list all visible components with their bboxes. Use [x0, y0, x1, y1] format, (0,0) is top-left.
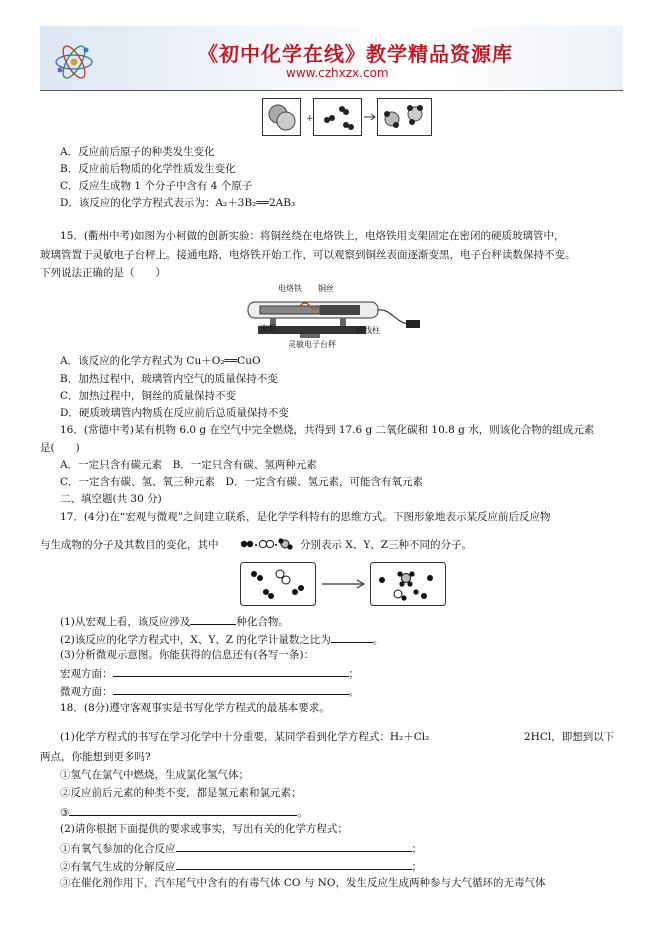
q16-options-row2: C．一定含有碳、氢、氧三种元素 D．一定含有碳、氢元素，可能含有氧元素 [60, 476, 423, 488]
q17-sub1-text-b: 种化合物。 [236, 616, 289, 628]
q17-reaction-diagram [240, 562, 450, 610]
q14-reaction-diagram [262, 98, 432, 138]
q17-sub1-text-a: (1)从宏观上看，该反应涉及 [60, 616, 191, 628]
atom-logo-icon [52, 40, 96, 84]
q16-stem-line1: 16．(常德中考)某有机物 6.0 g 在空气中完全燃烧，共得到 17.6 g 二氧化碳和 10.8 g 水，则该化合物的组成元素 [60, 424, 595, 436]
q16-stem-line2: 是( ) [40, 442, 80, 454]
q15-stem-line2: 玻璃管置于灵敏电子台秤上。接通电路，电烙铁开始工作，可以观察到铜丝表面逐渐变黑，电子台秤读数保持不变。 [40, 249, 576, 261]
q18-req2-label: ②有氧气生成的分解反应 [60, 861, 176, 873]
q17-sub1 [60, 613, 289, 629]
q18-req3: ③在催化剂作用下，汽车尾气中含有的有毒气体 CO 与 NO，发生反应生成两种参与大气循环的无毒气体 [60, 877, 546, 889]
label-scale: 灵敏电子台秤 [288, 340, 336, 349]
q18-req2-answer-blank[interactable] [176, 858, 412, 870]
q17-sub2-answer-blank[interactable] [331, 631, 373, 643]
q18-item2: ②反应前后元素的种类不变，都是氢元素和氯元素； [60, 787, 302, 799]
header-divider [40, 90, 623, 91]
q18-item3-label: ③ [60, 807, 70, 819]
q14-option-a: A．反应前后原子的种类发生变化 [60, 146, 215, 158]
q17-micro-answer-blank[interactable] [113, 683, 349, 695]
label-copper-wire: 铜丝 [318, 284, 334, 293]
q17-stem-line1: 17．(4分)在“宏观与微观”之间建立联系，是化学学科特有的思维方式。下图形象地表示某反应前后反应物 [60, 511, 551, 523]
q18-req1-label: ①有氧气参加的化合反应 [60, 843, 176, 855]
q17-micro-label: 微观方面： [60, 686, 113, 698]
q15-option-c: C．加热过程中，铜丝的质量保持不变 [60, 390, 237, 402]
q18-item3-answer-blank[interactable] [69, 804, 297, 816]
q17-stem-line2b: 分别表示 X、Y、Z三种不同的分子。 [300, 539, 473, 551]
plus-sign: + [306, 114, 314, 124]
q18-req1-answer-blank[interactable] [176, 840, 412, 852]
q18-req2-row [60, 858, 422, 874]
site-url[interactable]: www.czhxzx.com [286, 66, 389, 80]
q15-stem-line1: 15．(衢州中考)如图为小柯做的创新实验：将铜丝绕在电烙铁上，电烙铁用支架固定在密闭的硬质玻璃管中， [60, 230, 565, 242]
q18-stem: 18．(8分)遵守客观事实是书写化学方程式的最基本要求。 [60, 702, 330, 714]
q17-sub2-text-b: 。 [372, 634, 384, 646]
q17-molecule-legend-icon [240, 536, 300, 552]
q14-option-c: C．反应生成物 1 个分子中含有 4 个原子 [60, 180, 253, 192]
q17-sub2 [60, 631, 383, 647]
label-stand: 支架 [260, 324, 276, 333]
q18-item1: ①氢气在氯气中燃烧，生成氯化氢气体； [60, 769, 249, 781]
q18-sub1-text-a: (1)化学方程式的书写在学习化学中十分重要，某同学看到化学方程式：H₂＋Cl₂ [60, 731, 430, 743]
q17-macro-answer-blank[interactable] [113, 665, 349, 677]
q16-options-row1: A．一定只含有碳元素 B．一定只含有碳、氢两种元素 [60, 459, 317, 471]
q17-macro-label: 宏观方面： [60, 668, 113, 680]
q18-sub1-text-b: 2HCl，即想到以下 [524, 731, 615, 743]
q18-item3-row [60, 804, 308, 820]
q15-option-b: B．加热过程中，玻璃管内空气的质量保持不变 [60, 373, 278, 385]
q14-option-d: D．该反应的化学方程式表示为：A₂＋3B₂══2AB₃ [60, 197, 296, 209]
q17-stem-line2a: 与生成物的分子及其数目的变化，其中 [40, 539, 219, 551]
site-title: 《初中化学在线》教学精品资源库 [198, 42, 513, 66]
label-terminal: 接线柱 [356, 326, 380, 335]
q18-item3-end: 。 [297, 807, 308, 819]
q18-sub2: (2)请你根据下面提供的要求或事实，写出有关的化学方程式； [60, 823, 348, 835]
q14-option-b: B．反应前后物质的化学性质发生变化 [60, 163, 236, 175]
q17-sub3: (3)分析微观示意图。你能获得的信息还有(各写一条)： [60, 649, 315, 661]
q17-macro-end: ； [348, 668, 359, 680]
q17-sub2-text-a: (2)该反应的化学方程式中，X、Y、Z 的化学计量数之比为 [60, 634, 331, 646]
q18-req2-end: ； [411, 861, 422, 873]
section-fill-in-title: 二、填空题(共 30 分) [60, 493, 162, 505]
q15-option-a: A．该反应的化学方程式为 Cu＋O₂══CuO [60, 355, 261, 367]
label-soldering-iron: 电烙铁 [278, 284, 302, 293]
q17-micro-end: 。 [348, 686, 359, 698]
q17-sub1-answer-blank[interactable] [190, 613, 236, 625]
q15-option-d: D．硬质玻璃管内物质在反应前后总质量保持不变 [60, 407, 289, 419]
q15-stem-line3: 下列说法正确的是（ ） [40, 267, 166, 279]
q18-sub1-text-c: 两点，你能想到更多吗? [40, 751, 151, 763]
q17-macro-row [60, 665, 359, 681]
q18-req1-end: ； [411, 843, 422, 855]
q18-req1-row [60, 840, 422, 856]
q17-micro-row [60, 683, 359, 699]
